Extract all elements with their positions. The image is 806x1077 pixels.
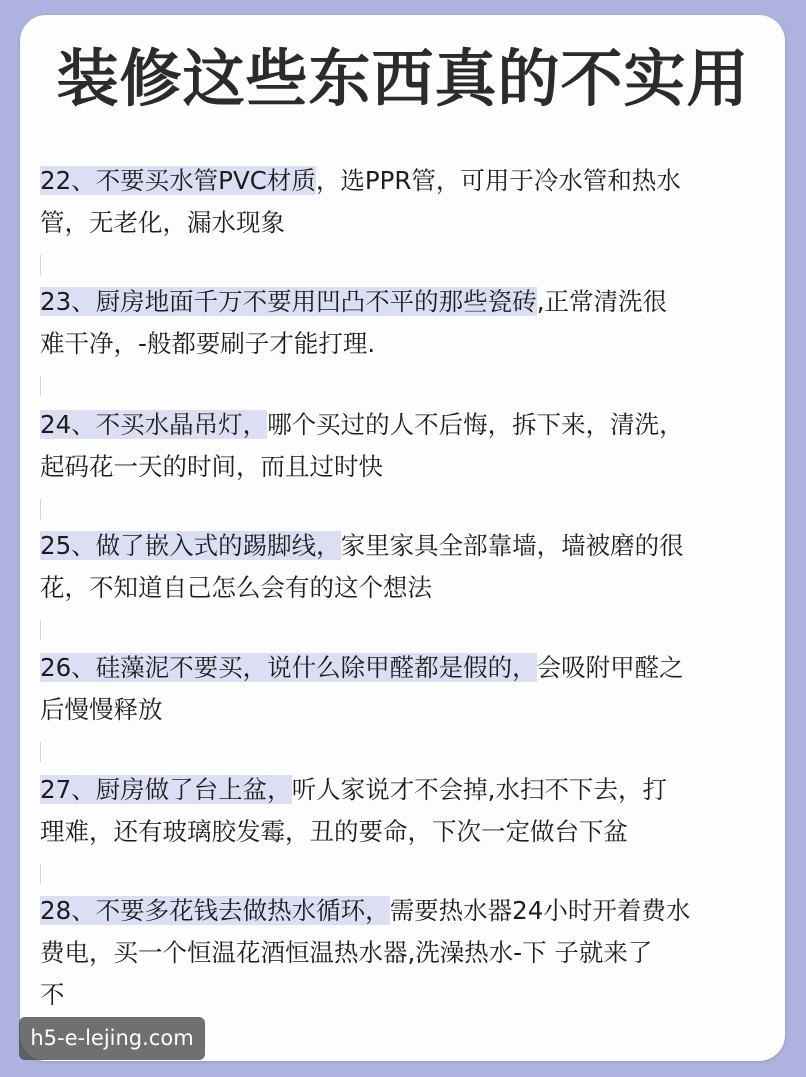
item-text: 家里家具全部靠墙，墙被磨的很 [340, 531, 684, 560]
list-item-23 [40, 281, 775, 365]
item-highlight: 24、不买水晶吊灯， [40, 410, 268, 439]
item-highlight: 28、不要多花钱去做热水循环， [40, 896, 390, 925]
item-text: ，选PPR管，可用于冷水管和热水 [315, 166, 681, 195]
divider-mark [40, 742, 41, 762]
item-text: 起码花一天的时间，而且过时快 [40, 452, 383, 481]
item-highlight: 27、厨房做了台上盆， [40, 775, 292, 804]
page-title: 装修这些东西真的不实用 [56, 42, 750, 115]
item-text: ,正常清洗很 [536, 287, 667, 316]
list-item-28 [40, 890, 775, 1016]
item-text: 难干净，-般都要刷子才能打理. [40, 329, 376, 358]
list-item-24 [40, 404, 775, 488]
list-item-25 [40, 525, 775, 609]
divider-mark [40, 620, 41, 640]
item-text: 需要热水器24小时开着费水 [389, 896, 691, 925]
item-text: 费电，买一个恒温花酒恒温热水器,洗澡热水-下 子就来了 [40, 938, 653, 967]
item-highlight: 23、厨房地面千万不要用凹凸不平的那些瓷砖 [40, 287, 537, 316]
list-item-22 [40, 160, 775, 244]
divider-mark [40, 864, 41, 884]
item-text: 听人家说才不会掉,水扫不下去，打 [291, 775, 667, 804]
item-text: 哪个买过的人不后悔，拆下来，清洗， [267, 410, 684, 439]
item-text: 不 [40, 980, 65, 1009]
item-highlight: 26、硅藻泥不要买，说什么除甲醛都是假的， [40, 653, 537, 682]
list-item-27 [40, 769, 775, 853]
watermark-label: h5-e-lejing.com [19, 1017, 205, 1060]
item-text: 理难，还有玻璃胶发霉，丑的要命，下次一定做台下盆 [40, 817, 628, 846]
divider-mark [40, 499, 41, 519]
item-text: 会吸附甲醛之 [536, 653, 684, 682]
divider-mark [40, 255, 41, 275]
item-text: 后慢慢释放 [40, 695, 163, 724]
divider-mark [40, 376, 41, 396]
list-item-26 [40, 647, 775, 731]
item-text: 管，无老化，漏水现象 [40, 208, 285, 237]
item-highlight: 22、不要买水管PVC材质 [40, 166, 316, 195]
item-highlight: 25、做了嵌入式的踢脚线， [40, 531, 341, 560]
item-text: 花，不知道自己怎么会有的这个想法 [40, 573, 432, 602]
